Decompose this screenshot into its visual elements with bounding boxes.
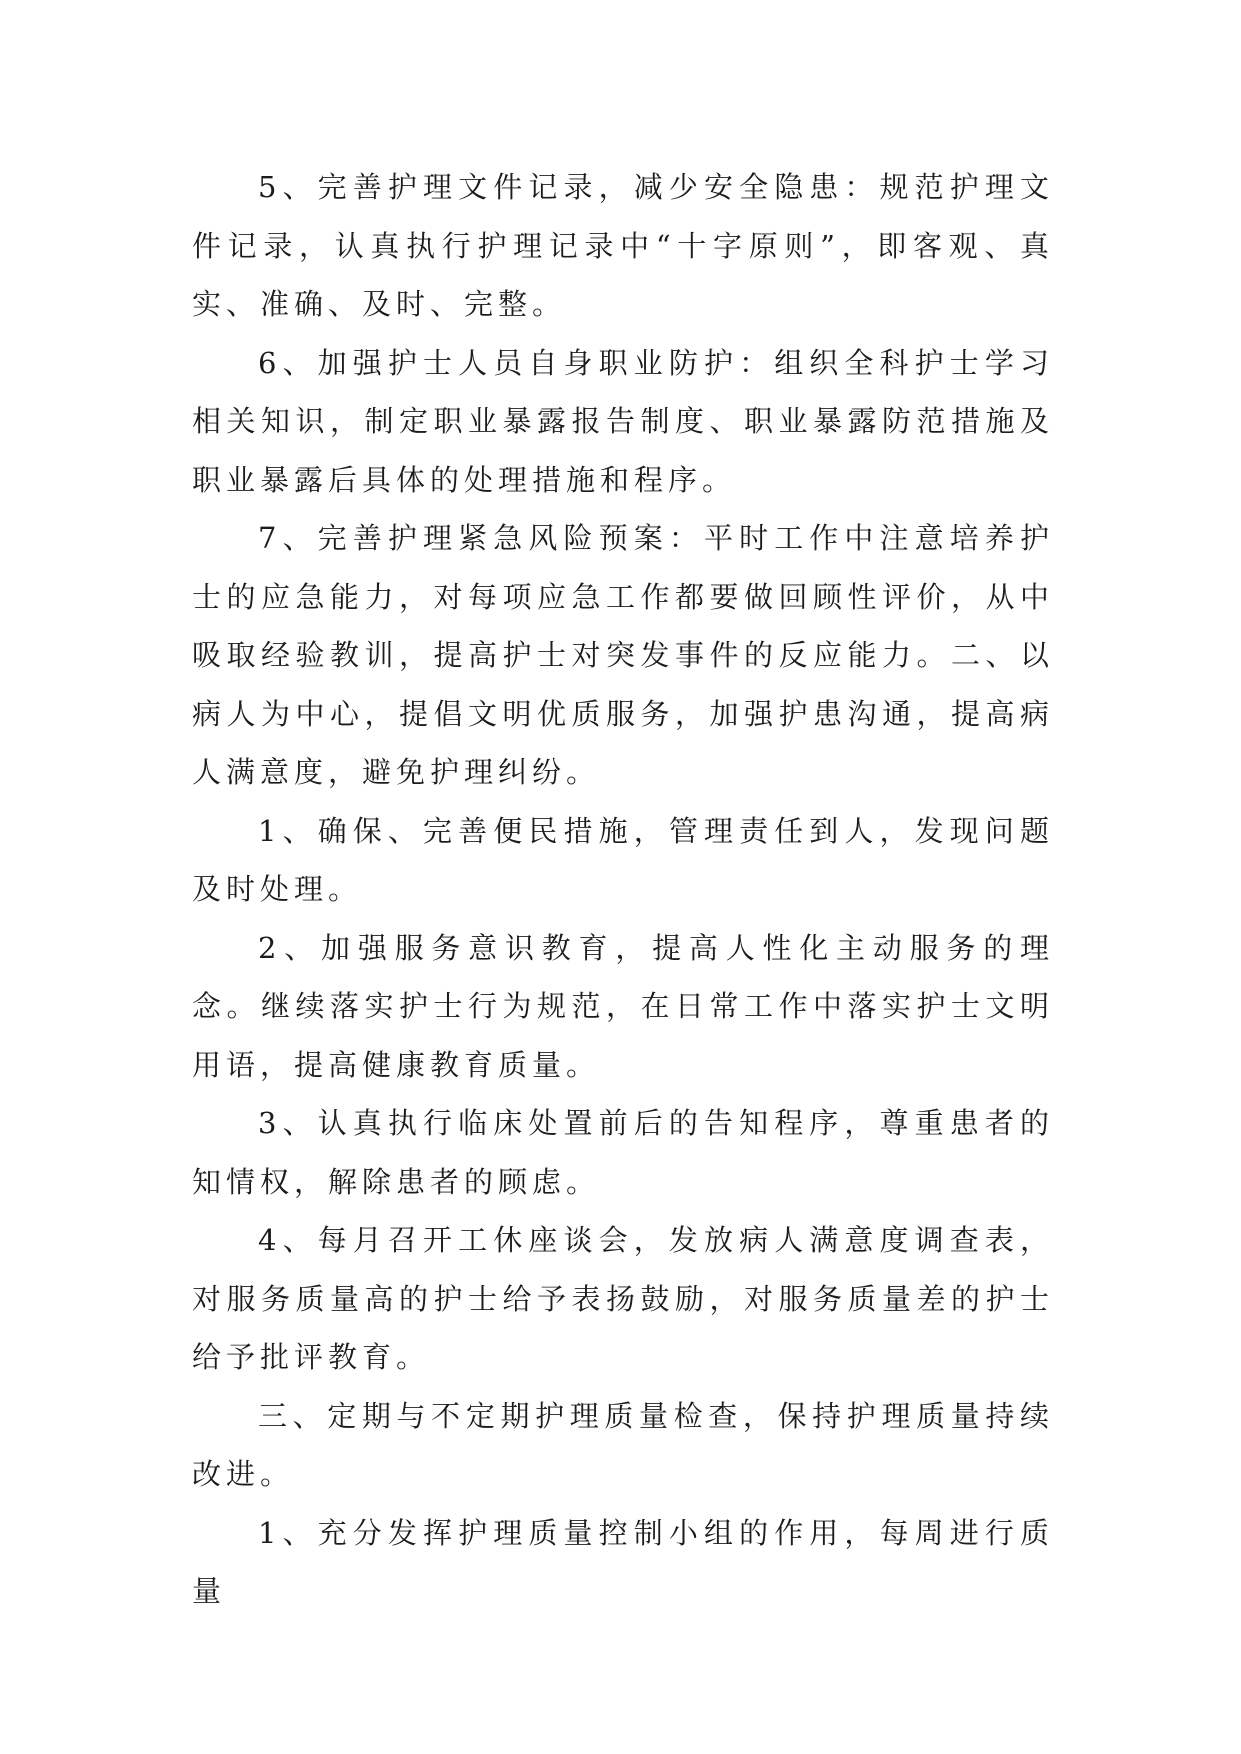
paragraph-quality-control-group: 1、充分发挥护理质量控制小组的作用，每周进行质量 <box>192 1515 1054 1608</box>
paragraph-convenience-measures: 1、确保、完善便民措施，管理责任到人，发现问题及时处理。 <box>192 813 1054 906</box>
document-body <box>192 158 1054 1621</box>
paragraph-service-awareness: 2、加强服务意识教育，提高人性化主动服务的理念。继续落实护士行为规范，在日常工作中落实护士文明用语，提高健康教育质量。 <box>192 930 1054 1082</box>
paragraph-monthly-meeting: 4、每月召开工休座谈会，发放病人满意度调查表，对服务质量高的护士给予表扬鼓励，对服务质量差的护士给予批评教育。 <box>192 1223 1054 1374</box>
paragraph-informed-consent: 3、认真执行临床处置前后的告知程序，尊重患者的知情权，解除患者的顾虑。 <box>192 1106 1054 1199</box>
paragraph-occupational-protection: 6、加强护士人员自身职业防护：组织全科护士学习相关知识，制定职业暴露报告制度、职业暴露防范措施及职业暴露后具体的处理措施和程序。 <box>192 345 1054 497</box>
paragraph-record-keeping: 5、完善护理文件记录，减少安全隐患：规范护理文件记录，认真执行护理记录中“十字原则”，即客观、真实、准确、及时、完整。 <box>192 170 1054 321</box>
paragraph-section-three-heading: 三、定期与不定期护理质量检查，保持护理质量持续改进。 <box>192 1398 1054 1491</box>
paragraph-emergency-plan: 7、完善护理紧急风险预案：平时工作中注意培养护士的应急能力，对每项应急工作都要做回顾性评价，从中吸取经验教训，提高护士对突发事件的反应能力。二、以病人为中心，提倡文明优质服务，加强护患沟通，提高病人满意度，避免护理纠纷。 <box>192 521 1054 789</box>
